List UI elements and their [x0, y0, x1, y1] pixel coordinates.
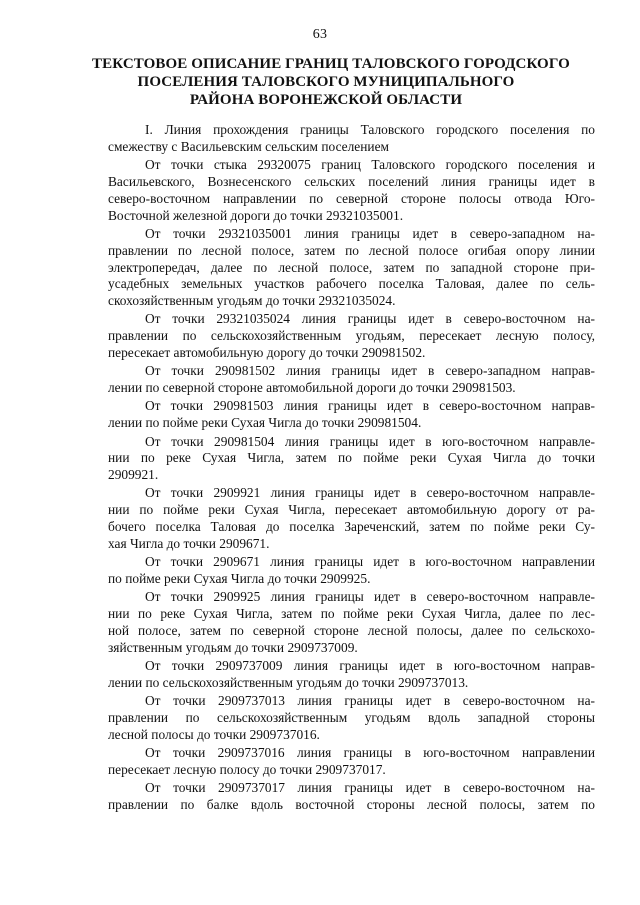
paragraph-line: по пойме реки Сухая Чигла до точки 2909925.	[108, 571, 371, 587]
paragraph-line: пересекает автомобильную дорогу до точки 290981502.	[108, 345, 426, 361]
paragraph-line: лении по пойме реки Сухая Чигла до точки 290981504.	[108, 415, 422, 431]
paragraph-line: От точки 290981503 линия границы идет в северо-восточном направ-	[145, 398, 595, 414]
document-title	[92, 55, 570, 109]
paragraph	[108, 398, 595, 432]
paragraph-line: правлении по сельскохозяйственным угодьям вдоль западной стороны	[108, 709, 595, 725]
paragraph	[108, 589, 595, 656]
title-line: РАЙОНА ВОРОНЕЖСКОЙ ОБЛАСТИ	[189, 92, 463, 108]
paragraph	[108, 226, 595, 310]
paragraph	[108, 554, 595, 588]
paragraph-line: электропередач, далее по лесной полосе, затем по западной стороне при-	[108, 259, 595, 275]
paragraph-line: нии по реке Сухая Чигла, затем по пойме реки Сухая Чигла до точки	[108, 450, 595, 466]
paragraph-line: нии по пойме реки Сухая Чигла, пересекает автомобильную дорогу от ра-	[108, 502, 595, 518]
page-number: 63	[312, 27, 328, 42]
paragraph	[108, 485, 595, 552]
paragraph-line: От точки стыка 29320075 границ Таловского городского поселения и	[145, 157, 595, 173]
paragraph-line: От точки 290981504 линия границы идет в юго-восточном направле-	[145, 433, 595, 449]
paragraph-line: смежеству с Васильевским сельским поселением	[108, 138, 390, 154]
paragraph-line: усадебных земельных участков рабочего поселка Таловая, далее по сель-	[108, 276, 595, 292]
paragraph-line: От точки 2909925 линия границы идет в северо-восточном направле-	[145, 589, 595, 605]
paragraph	[108, 311, 595, 362]
paragraph-line: От точки 2909737016 линия границы в юго-восточном направлении	[145, 745, 595, 761]
paragraph	[108, 434, 595, 485]
paragraph-line: лении по северной стороне автомобильной дороги до точки 290981503.	[108, 380, 516, 396]
paragraph-line: пересекает лесную полосу до точки 2909737017.	[108, 761, 386, 777]
paragraph-line: скохозяйственным угодьям до точки 29321035024.	[108, 293, 396, 309]
paragraph-line: правлении по лесной полосе, затем по лесной полосе огибая опору линии	[108, 242, 595, 258]
paragraph-line: От точки 2909921 линия границы идет в северо-восточном направле-	[145, 485, 595, 501]
title-line: ТЕКСТОВОЕ ОПИСАНИЕ ГРАНИЦ ТАЛОВСКОГО ГОРОДСКОГО	[92, 56, 570, 72]
paragraph-line: правлении по сельскохозяйственным угодьям, пересекает лесную полосу,	[108, 328, 595, 344]
paragraph-line: северо-восточном направлении по северной стороне полосы отвода Юго-	[108, 190, 595, 206]
title-line: ПОСЕЛЕНИЯ ТАЛОВСКОГО МУНИЦИПАЛЬНОГО	[137, 74, 515, 90]
paragraph-line: хая Чигла до точки 2909671.	[108, 535, 270, 551]
paragraph-line: Восточной железной дороги до точки 29321035001.	[108, 207, 404, 223]
paragraph-line: правлении по балке вдоль восточной стороны лесной полосы, затем по	[108, 796, 595, 812]
paragraph-line: лесной полосы до точки 2909737016.	[108, 726, 320, 742]
paragraph-line: От точки 2909737013 линия границы идет в северо-восточном на-	[145, 693, 595, 709]
paragraph-line: От точки 2909737017 линия границы идет в северо-восточном на-	[145, 780, 595, 796]
paragraph-line: От точки 290981502 линия границы идет в северо-западном направ-	[145, 363, 595, 379]
paragraph	[108, 745, 595, 779]
paragraph-line: Васильевского, Вознесенского сельских поселений линия границы идет в	[108, 173, 595, 189]
paragraph	[108, 780, 595, 814]
paragraph	[108, 122, 595, 156]
paragraph-line: I. Линия прохождения границы Таловского городского поселения по	[145, 122, 595, 137]
paragraph-line: нии по реке Сухая Чигла, затем по пойме реки Сухая Чигла, далее по лес-	[108, 606, 595, 622]
paragraph-line: зяйственным угодьям до точки 2909737009.	[108, 639, 358, 655]
paragraph	[108, 693, 595, 744]
paragraph	[108, 157, 595, 224]
document-body	[108, 122, 595, 815]
paragraph-line: От точки 29321035024 линия границы идет в северо-восточном на-	[145, 311, 595, 327]
paragraph-line: От точки 29321035001 линия границы идет в северо-западном на-	[145, 225, 595, 241]
paragraph-line: От точки 2909671 линия границы идет в юго-восточном направлении	[145, 554, 595, 570]
paragraph-line: ной полосе, затем по северной стороне лесной полосы, далее по сельскохо-	[108, 622, 595, 638]
paragraph	[108, 658, 595, 692]
paragraph-line: От точки 2909737009 линия границы идет в юго-восточном направ-	[145, 658, 595, 674]
paragraph-line: 2909921.	[108, 467, 159, 483]
paragraph-line: лении по сельскохозяйственным угодьям до точки 2909737013.	[108, 674, 469, 690]
paragraph	[108, 363, 595, 397]
paragraph-line: бочего поселка Таловая до поселка Зареченский, затем по пойме реки Су-	[108, 519, 595, 535]
